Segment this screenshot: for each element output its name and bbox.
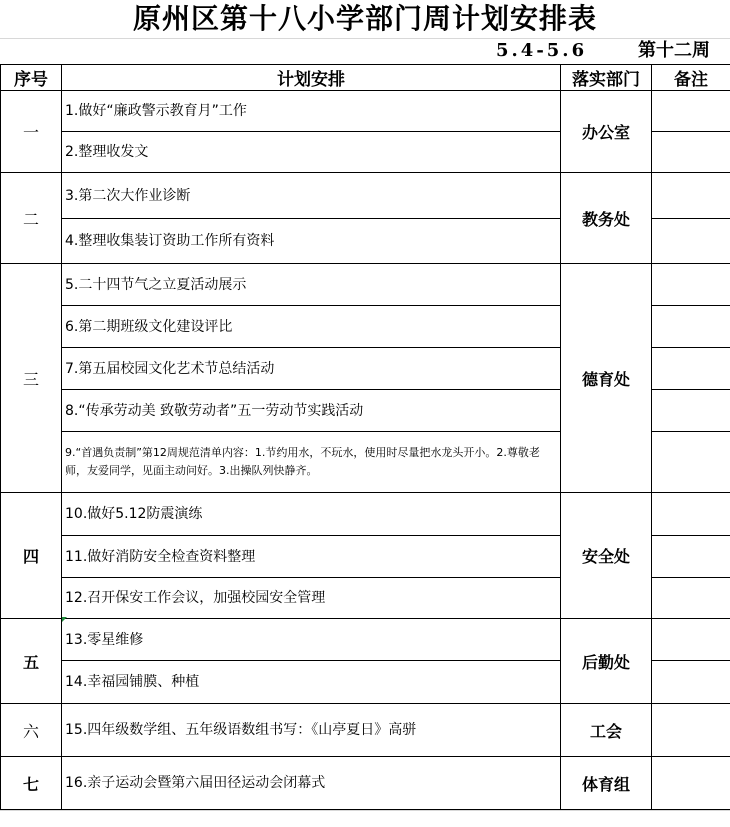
- table-row: [1, 264, 730, 306]
- sheet-gridline: [0, 38, 730, 39]
- seq-cell: 四: [1, 493, 62, 619]
- table-row: [1, 704, 730, 757]
- week-label: 第十二周: [638, 40, 710, 61]
- dept-cell: 后勤处: [561, 619, 652, 704]
- note-cell: [652, 306, 730, 348]
- table-row: [1, 493, 730, 536]
- header-seq: 序号: [1, 65, 62, 91]
- plan-item: 2.整理收发文: [62, 132, 561, 173]
- note-cell: [652, 704, 730, 757]
- plan-item: 14.幸福园铺膜、种植: [62, 661, 561, 704]
- note-cell: [652, 132, 730, 173]
- plan-item: 8.“传承劳动美 致敬劳动者”五一劳动节实践活动: [62, 390, 561, 432]
- seq-cell: 七: [1, 757, 62, 810]
- plan-item: 5.二十四节气之立夏活动展示: [62, 264, 561, 306]
- note-cell: [652, 536, 730, 578]
- note-cell: [652, 173, 730, 219]
- plan-item: 6.第二期班级文化建设评比: [62, 306, 561, 348]
- cell-comment-marker: [62, 617, 67, 622]
- note-cell: [652, 661, 730, 704]
- header-dept: 落实部门: [561, 65, 652, 91]
- seq-cell: 六: [1, 704, 62, 757]
- plan-item: 11.做好消防安全检查资料整理: [62, 536, 561, 578]
- table-row: [1, 173, 730, 219]
- dept-cell: 德育处: [561, 264, 652, 493]
- note-cell: [652, 493, 730, 536]
- note-cell: [652, 264, 730, 306]
- plan-item: 3.第二次大作业诊断: [62, 173, 561, 219]
- table-row: [1, 757, 730, 810]
- seq-cell: 一: [1, 91, 62, 173]
- note-cell: [652, 432, 730, 493]
- plan-item: 13.零星维修: [62, 619, 561, 661]
- plan-table: [0, 64, 730, 810]
- note-cell: [652, 219, 730, 264]
- dept-cell: 安全处: [561, 493, 652, 619]
- plan-item: 10.做好5.12防震演练: [62, 493, 561, 536]
- plan-item: 7.第五届校园文化艺术节总结活动: [62, 348, 561, 390]
- seq-cell: 三: [1, 264, 62, 493]
- table-header-row: [1, 65, 730, 91]
- note-cell: [652, 390, 730, 432]
- plan-item: 1.做好“廉政警示教育月”工作: [62, 91, 561, 132]
- dept-cell: 工会: [561, 704, 652, 757]
- seq-cell: 二: [1, 173, 62, 264]
- note-cell: [652, 757, 730, 810]
- plan-item: 4.整理收集装订资助工作所有资料: [62, 219, 561, 264]
- plan-item: 15.四年级数学组、五年级语数组书写：《山亭夏日》高骈: [62, 704, 561, 757]
- note-cell: [652, 619, 730, 661]
- note-cell: [652, 348, 730, 390]
- date-range: 5.4-5.6: [496, 40, 588, 61]
- plan-item: 12.召开保安工作会议，加强校园安全管理: [62, 578, 561, 619]
- note-cell: [652, 578, 730, 619]
- dept-cell: 教务处: [561, 173, 652, 264]
- note-cell: [652, 91, 730, 132]
- page-title: 原州区第十八小学部门周计划安排表: [132, 2, 597, 35]
- table-row: [1, 619, 730, 661]
- header-note: 备注: [652, 65, 730, 91]
- dept-cell: 办公室: [561, 91, 652, 173]
- table-row: [1, 91, 730, 132]
- plan-item: 9.“首遇负责制”第12周规范清单内容：1.节约用水，不玩水，使用时尽量把水龙头开小。2.尊敬老师，友爱同学，见面主动问好。3.出操队列快静齐。: [62, 432, 561, 493]
- seq-cell: 五: [1, 619, 62, 704]
- dept-cell: 体育组: [561, 757, 652, 810]
- header-plan: 计划安排: [62, 65, 561, 91]
- sheet-gridline: [0, 810, 730, 811]
- plan-item: 16.亲子运动会暨第六届田径运动会闭幕式: [62, 757, 561, 810]
